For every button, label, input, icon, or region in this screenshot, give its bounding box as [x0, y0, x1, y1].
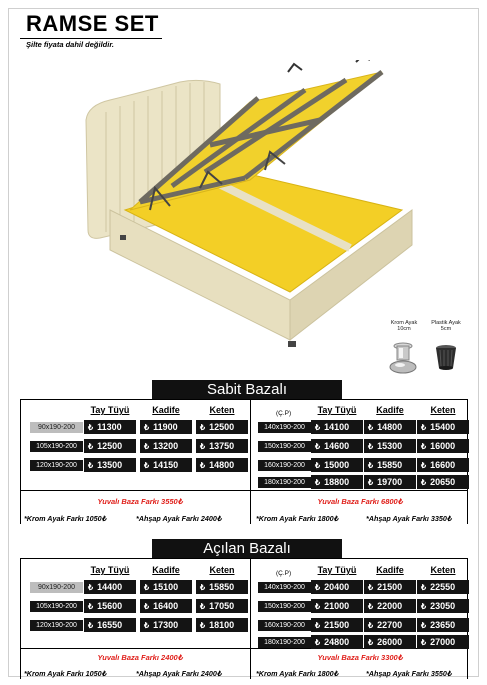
- yuvali-note: Yuvalı Baza Farkı 3300₺: [317, 653, 403, 662]
- yuvali-note: Yuvalı Baza Farkı 2400₺: [97, 653, 183, 662]
- size-label: 150x190-200: [258, 441, 311, 452]
- chrome-foot-image: [388, 340, 418, 376]
- price-cell: ₺ 18100: [196, 618, 248, 632]
- header-keten: Keten: [209, 565, 235, 575]
- wood-foot-note: *Ahşap Ayak Farkı 3550₺: [366, 669, 452, 678]
- size-label: 180x190-200: [258, 477, 311, 488]
- yuvali-note: Yuvalı Baza Farkı 6800₺: [317, 497, 403, 506]
- price-cell: ₺ 21500: [311, 618, 363, 632]
- price-cell: ₺ 14400: [84, 580, 136, 594]
- size-label: 180x190-200: [258, 637, 311, 648]
- price-cell: ₺ 15000: [311, 458, 363, 472]
- yuvali-note: Yuvalı Baza Farkı 3550₺: [97, 497, 183, 506]
- price-cell: ₺ 27000: [417, 635, 469, 649]
- price-cell: ₺ 16400: [140, 599, 192, 613]
- table-border: [20, 558, 21, 679]
- table-border: [20, 558, 468, 559]
- table-border: [20, 399, 21, 524]
- header-tay-tuyu: Tay Tüyü: [317, 405, 357, 415]
- table-border: [20, 399, 468, 400]
- price-cell: ₺ 16000: [417, 439, 469, 453]
- chrome-foot-label: Krom Ayak 10cm: [390, 320, 418, 332]
- size-label: 140x190-200: [258, 422, 311, 433]
- price-cell: ₺ 24800: [311, 635, 363, 649]
- size-label: 140x190-200: [258, 582, 311, 593]
- price-cell: ₺ 12500: [196, 420, 248, 434]
- price-cell: ₺ 14150: [140, 458, 192, 472]
- plastic-foot-image: [433, 344, 459, 372]
- price-cell: ₺ 13200: [140, 439, 192, 453]
- page-title: RAMSE SET: [26, 11, 159, 36]
- price-cell: ₺ 14800: [364, 420, 416, 434]
- price-cell: ₺ 15600: [84, 599, 136, 613]
- title-underline: [20, 38, 162, 39]
- price-cell: ₺ 19700: [364, 475, 416, 489]
- price-cell: ₺ 15850: [364, 458, 416, 472]
- price-cell: ₺ 13750: [196, 439, 248, 453]
- header-kadife: Kadife: [152, 405, 180, 415]
- price-cell: ₺ 15300: [364, 439, 416, 453]
- price-cell: ₺ 14600: [311, 439, 363, 453]
- bed-product-image: [80, 60, 430, 360]
- section-title-sabit: Sabit Bazalı: [152, 380, 342, 399]
- size-label: 90x190-200: [30, 422, 83, 433]
- chrome-foot-note: *Krom Ayak Farkı 1800₺: [256, 669, 339, 678]
- header-keten: Keten: [430, 405, 456, 415]
- price-cell: ₺ 22700: [364, 618, 416, 632]
- header-tay-tuyu: Tay Tüyü: [90, 565, 130, 575]
- table-border: [250, 558, 251, 679]
- plastic-foot-label: Plastik Ayak 5cm: [431, 320, 461, 332]
- price-cell: ₺ 22550: [417, 580, 469, 594]
- cp-label: (Ç.P): [276, 410, 292, 417]
- size-label: 90x190-200: [30, 582, 83, 593]
- size-label: 160x190-200: [258, 620, 311, 631]
- chrome-foot-note: *Krom Ayak Farkı 1800₺: [256, 514, 339, 523]
- price-cell: ₺ 14800: [196, 458, 248, 472]
- price-cell: ₺ 18800: [311, 475, 363, 489]
- price-cell: ₺ 21500: [364, 580, 416, 594]
- header-keten: Keten: [430, 565, 456, 575]
- price-cell: ₺ 13500: [84, 458, 136, 472]
- cp-label: (Ç.P): [276, 570, 292, 577]
- header-kadife: Kadife: [376, 405, 404, 415]
- size-label: 150x190-200: [258, 601, 311, 612]
- price-cell: ₺ 20650: [417, 475, 469, 489]
- table-border: [20, 490, 468, 491]
- price-cell: ₺ 17300: [140, 618, 192, 632]
- header-keten: Keten: [209, 405, 235, 415]
- chrome-foot-note: *Krom Ayak Farkı 1050₺: [24, 514, 107, 523]
- chrome-foot-note: *Krom Ayak Farkı 1050₺: [24, 669, 107, 678]
- price-cell: ₺ 15100: [140, 580, 192, 594]
- price-cell: ₺ 17050: [196, 599, 248, 613]
- header-kadife: Kadife: [152, 565, 180, 575]
- size-label: 105x190-200: [30, 441, 83, 452]
- mattress-note: Şilte fiyata dahil değildir.: [26, 40, 114, 49]
- price-cell: ₺ 15400: [417, 420, 469, 434]
- size-label: 120x190-200: [30, 620, 83, 631]
- price-cell: ₺ 11300: [84, 420, 136, 434]
- size-label: 105x190-200: [30, 601, 83, 612]
- price-cell: ₺ 16600: [417, 458, 469, 472]
- price-cell: ₺ 23050: [417, 599, 469, 613]
- section-title-acilan: Açılan Bazalı: [152, 539, 342, 558]
- price-cell: ₺ 26000: [364, 635, 416, 649]
- header-tay-tuyu: Tay Tüyü: [317, 565, 357, 575]
- price-cell: ₺ 15850: [196, 580, 248, 594]
- size-label: 160x190-200: [258, 460, 311, 471]
- price-cell: ₺ 11900: [140, 420, 192, 434]
- header-kadife: Kadife: [376, 565, 404, 575]
- price-cell: ₺ 21000: [311, 599, 363, 613]
- header-tay-tuyu: Tay Tüyü: [90, 405, 130, 415]
- price-cell: ₺ 16550: [84, 618, 136, 632]
- size-label: 120x190-200: [30, 460, 83, 471]
- wood-foot-note: *Ahşap Ayak Farkı 2400₺: [136, 669, 222, 678]
- price-cell: ₺ 14100: [311, 420, 363, 434]
- table-border: [250, 399, 251, 524]
- price-cell: ₺ 20400: [311, 580, 363, 594]
- price-cell: ₺ 22000: [364, 599, 416, 613]
- wood-foot-note: *Ahşap Ayak Farkı 2400₺: [136, 514, 222, 523]
- wood-foot-note: *Ahşap Ayak Farkı 3350₺: [366, 514, 452, 523]
- price-cell: ₺ 12500: [84, 439, 136, 453]
- price-cell: ₺ 23650: [417, 618, 469, 632]
